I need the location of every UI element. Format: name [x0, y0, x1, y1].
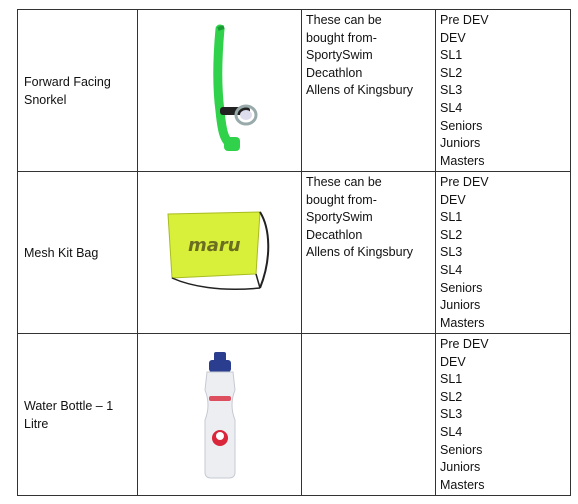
item-name-line: Mesh Kit Bag	[24, 245, 99, 260]
squad-level: Pre DEV	[440, 175, 489, 189]
purchase-info-cell	[302, 172, 436, 334]
purchase-line: SportySwim	[306, 48, 373, 62]
squad-level: SL4	[440, 100, 463, 115]
squad-levels-cell	[436, 334, 571, 496]
item-image-cell	[138, 172, 302, 334]
squad-level: SL4	[440, 262, 463, 277]
squad-level: Pre DEV	[440, 13, 489, 27]
item-name-line: Litre	[24, 416, 49, 431]
table-row	[18, 334, 571, 496]
squad-level: Seniors	[440, 280, 483, 295]
squad-level: Juniors	[440, 460, 481, 475]
squad-level: Juniors	[440, 298, 481, 313]
squad-level: SL3	[440, 83, 463, 98]
purchase-info-cell	[302, 10, 436, 172]
kit-table	[17, 9, 571, 496]
squad-level: Juniors	[440, 136, 481, 151]
squad-level: Seniors	[440, 442, 483, 457]
squad-level: DEV	[440, 30, 466, 45]
item-name-line: Snorkel	[24, 92, 67, 107]
squad-level: Masters	[440, 315, 485, 330]
purchase-line: Decathlon	[306, 65, 363, 80]
squad-level: SL2	[440, 389, 463, 404]
squad-level: Seniors	[440, 118, 483, 133]
squad-level: SL2	[440, 65, 463, 80]
squad-level: Pre DEV	[440, 337, 489, 351]
table-row	[18, 10, 571, 172]
purchase-line: bought from-	[306, 192, 377, 207]
squad-level: DEV	[440, 354, 466, 369]
purchase-line: Allens of Kingsbury	[306, 245, 414, 259]
item-name-line: Forward Facing	[24, 74, 111, 89]
squad-level: SL3	[440, 245, 463, 260]
purchase-line: bought from-	[306, 30, 377, 45]
table-row	[18, 172, 571, 334]
mesh-bag-image	[160, 208, 280, 298]
purchase-line: Decathlon	[306, 227, 363, 242]
squad-level-list	[440, 12, 566, 170]
purchase-info-cell	[302, 334, 436, 496]
water-bottle-image	[195, 350, 245, 480]
item-image-cell	[138, 334, 302, 496]
purchase-line: These can be	[306, 13, 382, 27]
purchase-line: SportySwim	[306, 210, 373, 224]
squad-level: SL3	[440, 407, 463, 422]
squad-level: Masters	[440, 477, 485, 492]
squad-level: SL4	[440, 424, 463, 439]
squad-levels-cell	[436, 172, 571, 334]
squad-level-list	[440, 336, 566, 494]
item-name-line: Water Bottle – 1	[24, 398, 114, 413]
item-name-cell	[18, 10, 138, 172]
squad-level: Masters	[440, 153, 485, 168]
purchase-line: These can be	[306, 175, 382, 189]
squad-level: DEV	[440, 192, 466, 207]
squad-level: SL1	[440, 210, 463, 225]
item-image-cell	[138, 10, 302, 172]
item-name-cell	[18, 334, 138, 496]
squad-level-list	[440, 174, 566, 332]
snorkel-image	[180, 21, 260, 161]
item-name-cell	[18, 172, 138, 334]
squad-level: SL1	[440, 48, 463, 63]
bag-brand-logo: maru	[187, 234, 241, 256]
squad-level: SL2	[440, 227, 463, 242]
squad-levels-cell	[436, 10, 571, 172]
squad-level: SL1	[440, 372, 463, 387]
purchase-line: Allens of Kingsbury	[306, 83, 414, 97]
